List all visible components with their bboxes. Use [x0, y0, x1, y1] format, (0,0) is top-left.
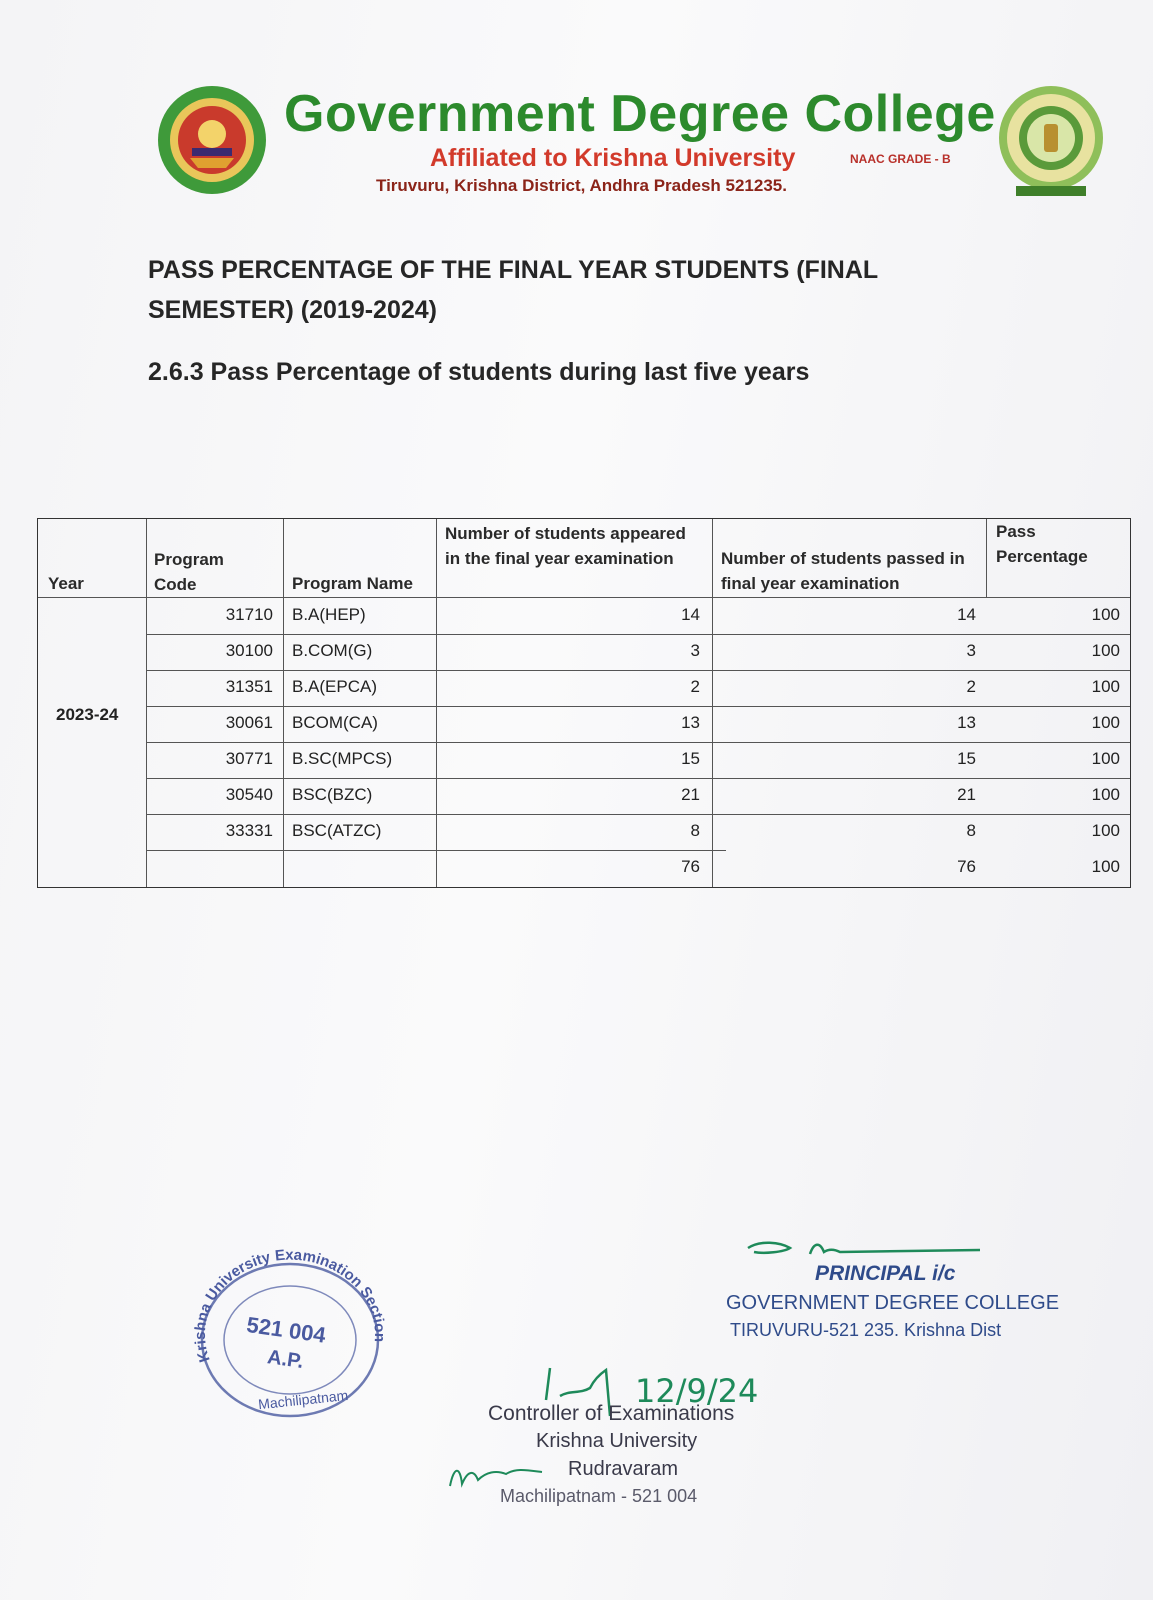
controller-date: 12/9/24: [635, 1372, 759, 1410]
program-code-cell: 30061: [225, 713, 273, 732]
row-rule: [146, 742, 1130, 743]
college-address: Tiruvuru, Krishna District, Andhra Pradesh 521235.: [376, 176, 787, 195]
principal-signature: [740, 1226, 980, 1266]
program-code-cell: 30100: [225, 641, 273, 660]
program-name-cell: B.SC(MPCS): [292, 749, 393, 768]
state-emblem-icon: [996, 82, 1106, 200]
program-code-cell: 31710: [225, 605, 273, 624]
column-rule: [986, 519, 987, 597]
controller-place: Rudravaram: [568, 1458, 679, 1480]
appeared-cell: 15: [681, 749, 700, 768]
passed-cell: 2: [966, 677, 976, 696]
appeared-cell: 14: [681, 605, 700, 624]
program-code-cell: 30771: [225, 749, 273, 768]
appeared-cell: 2: [690, 677, 700, 696]
pass-percentage-cell: 100: [1091, 821, 1120, 840]
row-rule: [146, 706, 1130, 707]
seal-ring-text: Krishna University Examination Section: [191, 1246, 389, 1365]
appeared-cell: 21: [681, 785, 700, 804]
header-passed: Number of students passed in final year examination: [721, 549, 965, 593]
appeared-cell: 13: [681, 713, 700, 732]
pass-percentage-cell: 100: [1091, 677, 1120, 696]
pass-percentage-cell: 100: [1091, 713, 1120, 732]
total-passed-cell: 76: [957, 857, 976, 876]
column-rule: [146, 519, 147, 887]
seal-pin: 521 004: [245, 1311, 328, 1348]
program-name-cell: BCOM(CA): [292, 713, 378, 732]
college-logo-icon: [156, 84, 268, 196]
principal-place: TIRUVURU-521 235. Krishna Dist: [730, 1320, 1002, 1340]
column-rule: [436, 519, 437, 887]
passed-cell: 15: [957, 749, 976, 768]
total-appeared-cell: 76: [681, 857, 700, 876]
header-pass-percentage: Pass Percentage: [996, 522, 1088, 566]
column-rule: [283, 519, 284, 887]
passed-cell: 3: [966, 641, 976, 660]
program-name-cell: BSC(BZC): [292, 785, 373, 804]
pass-percentage-cell: 100: [1091, 605, 1120, 624]
controller-city: Machilipatnam - 521 004: [500, 1486, 698, 1506]
university-seal-stamp: [190, 1240, 390, 1420]
controller-title: Controller of Examinations: [488, 1402, 735, 1425]
header-rule: [38, 597, 1130, 598]
controller-university: Krishna University: [536, 1430, 698, 1452]
header-program-code: Program Code: [154, 550, 224, 594]
document-subtitle: 2.6.3 Pass Percentage of students during last five years: [148, 358, 810, 386]
pass-percentage-cell: 100: [1091, 641, 1120, 660]
college-name: Government Degree College: [284, 85, 996, 143]
total-pass-percentage-cell: 100: [1091, 857, 1120, 876]
affiliation: Affiliated to Krishna University: [430, 144, 796, 172]
header-year: Year: [48, 574, 84, 593]
passed-cell: 14: [957, 605, 976, 624]
pass-percentage-cell: 100: [1091, 749, 1120, 768]
appeared-cell: 8: [690, 821, 700, 840]
passed-cell: 21: [957, 785, 976, 804]
year-cell: 2023-24: [56, 705, 119, 724]
program-code-cell: 31351: [225, 677, 273, 696]
passed-cell: 13: [957, 713, 976, 732]
principal-college: GOVERNMENT DEGREE COLLEGE: [726, 1292, 1060, 1314]
program-name-cell: B.COM(G): [292, 641, 373, 660]
passed-cell: 8: [966, 821, 976, 840]
program-name-cell: B.A(HEP): [292, 605, 366, 624]
program-code-cell: 30540: [225, 785, 273, 804]
principal-title: PRINCIPAL i/c: [815, 1262, 956, 1285]
program-name-cell: BSC(ATZC): [292, 821, 382, 840]
header-program-name: Program Name: [292, 574, 413, 593]
row-rule: [146, 778, 1130, 779]
appeared-cell: 3: [690, 641, 700, 660]
seal-state: A.P.: [265, 1346, 305, 1373]
header-appeared: Number of students appeared in the final year examination: [445, 524, 686, 568]
pass-percentage-cell: 100: [1091, 785, 1120, 804]
column-rule: [712, 519, 713, 887]
pass-percentage-table: [37, 518, 1131, 888]
row-rule: [146, 670, 1130, 671]
program-code-cell: 33331: [225, 821, 273, 840]
document-title: PASS PERCENTAGE OF THE FINAL YEAR STUDENTS (FINAL SEMESTER) (2019-2024): [148, 256, 878, 324]
row-rule: [146, 634, 1130, 635]
program-name-cell: B.A(EPCA): [292, 677, 378, 696]
naac-grade: NAAC GRADE - B: [850, 152, 951, 166]
row-rule: [146, 814, 1130, 815]
seal-bottom-text: Machilipatnam: [257, 1386, 349, 1413]
